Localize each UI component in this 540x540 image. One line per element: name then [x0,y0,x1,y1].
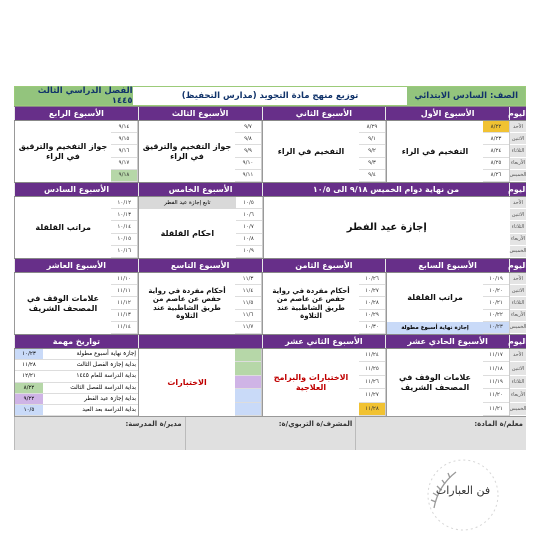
date: ٩/٨ [235,133,261,145]
important-date-text: بداية إجازة الفصل الثالث [76,362,136,369]
date-column [236,197,263,258]
week3-title: الأسبوع الثالث [138,107,262,120]
important-date-text: إجازة نهاية أسبوع مطولة [76,351,136,358]
date: ٩/١٧ [111,158,137,170]
important-date-row [15,360,138,371]
day-header: اليوم [508,337,528,346]
date-column [483,273,510,334]
week-cell [386,273,510,334]
date: ١٠/٩ [236,246,262,258]
week-cell [138,349,262,416]
date: ١٠/٢٠ [483,285,509,297]
lesson-content: علامات الوقف في المصحف الشريف [399,373,471,392]
date: ٩/٢ [359,145,385,157]
lesson-content: مراتب القلقلة [35,222,91,232]
important-dates [14,349,138,416]
curriculum-sheet [14,86,526,450]
day-label: الخميس [510,322,526,334]
date [235,403,261,416]
important-date-value: ١٠/٥ [15,405,43,415]
date [235,362,261,375]
day-label: الخميس [510,403,526,416]
logo-wreath-icon [424,456,502,534]
date: ١٠/٦ [236,209,262,221]
date-column [235,349,262,416]
date: ١٠/١٢ [111,197,137,209]
date: ١١/١٩ [483,376,509,389]
date: ١١/٥ [235,297,261,309]
date: ٨/٢٦ [483,170,509,182]
row2-header [14,182,526,196]
date: ١٠/١٦ [111,246,137,258]
lesson-content: الاختبارات [167,377,207,387]
week10-title: الأسبوع العاشر [14,259,138,272]
important-date-value: ١٠/٢٣ [15,349,43,359]
date [235,349,261,362]
row1-body [14,120,526,182]
day-column [510,273,526,334]
date: ٩/١١ [235,170,261,182]
important-date-value: ١٢/٢١ [22,373,36,380]
date: ١٠/١٩ [483,273,509,285]
date-column [359,273,386,334]
lesson-content: جواز التفخيم والترقيق في الراء [142,142,232,161]
date: ١٠/١٣ [111,209,137,221]
date: ١١/١٠ [111,273,137,285]
date: ١١/١٢ [111,297,137,309]
date: ١٠/١٥ [111,234,137,246]
date: ١٠/٢٩ [359,310,385,322]
date: ٩/١ [359,133,385,145]
date: ٩/١٨ [111,170,137,182]
week-cell [386,349,510,416]
date: ١١/١٤ [111,322,137,334]
date-column [111,121,138,182]
day-label: الأحد [510,349,526,362]
date: ١١/٢١ [483,403,509,416]
important-date-row [15,394,138,405]
date: ١١/١٧ [483,349,509,362]
week5-title: الأسبوع الخامس [138,183,262,196]
week8-title: الأسبوع الثامن [262,259,386,272]
day-label: الثلاثاء [510,297,526,309]
date: ١٠/٢١ [483,297,509,309]
day-header: اليوم [508,185,528,194]
date: ٩/١٠ [235,158,261,170]
important-date-text: بداية إجازة عيد الفطر [84,395,136,402]
day-label: الأحد [510,197,526,209]
date: ١٠/٢٢ [483,310,509,322]
important-date-row [15,383,138,394]
date: ٩/٣ [359,158,385,170]
week-cell [14,197,138,258]
date: ١٠/٢٨ [359,297,385,309]
date: ٨/٢٢ [483,121,509,133]
row4-header [14,334,526,348]
week2-title: الأسبوع الثاني [262,107,386,120]
important-date-row [15,405,138,416]
week-cell [262,121,386,182]
important-date-row [15,371,138,382]
date: ١٠/٨ [236,234,262,246]
date: ٨/٢٩ [359,121,385,133]
date: ٩/١٦ [111,145,137,157]
date: ١١/٢٥ [359,362,385,375]
signature-row [14,416,526,450]
day-label: الخميس [510,170,526,182]
title-bar [14,86,526,106]
week-cell [138,121,262,182]
week9-title: الأسبوع التاسع [138,259,262,272]
day-header: اليوم [508,109,528,118]
date: ١٠/٣٠ [359,322,385,334]
holiday-title: من نهاية دوام الخميس ٩/١٨ الى ١٠/٥ [262,183,509,196]
day-label: الثلاثاء [510,221,526,233]
date: ١١/١٨ [483,362,509,375]
date-column [111,197,138,258]
date: ٩/٩ [235,145,261,157]
week-cell [14,273,138,334]
date-column [235,121,262,182]
date: ١١/١٣ [111,310,137,322]
term-label: الفصل الدراسي الثالث ١٤٤٥ [15,87,133,105]
date: ١٠/٢٣ [483,322,509,334]
subject-title: توزيع منهج مادة التجويد (مدارس التحفيظ) [181,91,359,101]
date: ١١/٢٤ [359,349,385,362]
row3-header [14,258,526,272]
important-dates-title: تواريخ مهمة [14,335,138,348]
lesson-content: الاختبارات والبرامج العلاجية [273,373,349,392]
lesson-content: مراتب القلقلة [407,292,463,302]
week-cell [14,121,138,182]
week7-area [387,273,483,334]
lesson-content: جواز التفخيم والترقيق في الراء [18,142,108,161]
lesson-content: أحكام مفردة في رواية حفص عن عاصم من طريق الشاطبية عند التلاوة [148,287,226,320]
teacher-signature: معلم/ة المادة: [355,417,526,450]
date-column [111,273,138,334]
row1-header [14,106,526,120]
week5-area [139,197,235,258]
lesson-content: التفخيم في الراء [277,146,345,156]
date: ١١/٢٨ [359,403,385,416]
date: ١٠/٥ [236,197,262,209]
day-header: اليوم [508,261,528,270]
week13-title [138,335,262,348]
grade-label: الصف: السادس الابتدائي [407,87,525,105]
lesson-content: التفخيم في الراء [401,146,469,156]
day-label: الثلاثاء [510,376,526,389]
date: ٨/٢٤ [483,145,509,157]
day-label: الأربعاء [510,310,526,322]
week12-title: الأسبوع الثاني عشر [262,335,386,348]
principal-signature: مدير/ة المدرسة: [14,417,185,450]
day-label: الثلاثاء [510,145,526,157]
date: ١٠/١٤ [111,221,137,233]
date: ١١/٢٠ [483,389,509,402]
lesson-content: احكام القلقلة [160,228,215,238]
day-column [510,121,526,182]
brand-logo [424,456,502,534]
day-label: الاثنين [510,209,526,221]
day-label: الاثنين [510,362,526,375]
day-label: الاثنين [510,133,526,145]
week-cell [262,349,386,416]
week7-title: الأسبوع السابع [385,259,509,272]
date: ٩/٧ [235,121,261,133]
date: ١١/٦ [235,310,261,322]
date: ٩/١٤ [111,121,137,133]
lesson-content: علامات الوقف في المصحف الشريف [27,294,99,313]
holiday-cell [263,197,511,258]
day-label: الأحد [510,121,526,133]
week-cell [386,121,510,182]
date: ١١/٧ [235,322,261,334]
day-label: الأربعاء [510,158,526,170]
date: ٨/٢٣ [483,133,509,145]
row4-body [14,348,526,416]
important-date-text: بداية الدراسة بعد العيد [82,406,136,413]
day-label: الاثنين [510,285,526,297]
row3-body [14,272,526,334]
row2-body [14,196,526,258]
date: ١١/٢٦ [359,376,385,389]
important-date-text: بداية الدراسة للعام ١٤٤٥ [76,373,136,380]
day-column [510,197,526,258]
long-weekend-note: إجازة نهاية أسبوع مطولة [387,322,483,334]
supervisor-signature: المشرف/ة التربوي/ة: [185,417,356,450]
important-date-value: ٨/٢٢ [15,383,43,393]
date: ١٠/٢٧ [359,285,385,297]
day-label: الأربعاء [510,234,526,246]
date [235,376,261,389]
holiday-text: إجازة عيد الفطر [346,221,427,233]
date: ١١/٣ [235,273,261,285]
day-column [510,349,526,416]
week-cell [138,197,262,258]
important-date-row [15,349,138,360]
lesson-content: أحكام مفردة في رواية حفص عن عاصم من طريق الشاطبية عند التلاوة [272,287,350,320]
week-cell [262,273,386,334]
important-date-value: ١١/٢٨ [22,362,36,369]
holiday-note: تابع إجازة عيد الفطر [139,197,235,209]
date-column [235,273,262,334]
week11-title: الأسبوع الحادي عشر [385,335,509,348]
date: ١١/١١ [111,285,137,297]
logo-text: فن العبارات [435,484,491,497]
date: ٩/٤ [359,170,385,182]
day-label: الخميس [510,246,526,258]
date: ٩/١٥ [111,133,137,145]
date: ١١/٢٧ [359,389,385,402]
week6-title: الأسبوع السادس [14,183,138,196]
date-column [359,349,386,416]
date: ١١/٤ [235,285,261,297]
date-column [483,349,510,416]
important-date-text: بداية الدراسة للفصل الثالث [70,384,136,391]
day-label: الأربعاء [510,389,526,402]
date: ١٠/٧ [236,221,262,233]
day-label: الأحد [510,273,526,285]
date [235,389,261,402]
week-cell [138,273,262,334]
date: ٨/٢٥ [483,158,509,170]
date: ١٠/٢٦ [359,273,385,285]
date-column [359,121,386,182]
important-date-value: ٩/٢٢ [15,394,43,404]
week1-title: الأسبوع الأول [385,107,509,120]
week4-title: الأسبوع الرابع [14,107,138,120]
date-column [483,121,510,182]
